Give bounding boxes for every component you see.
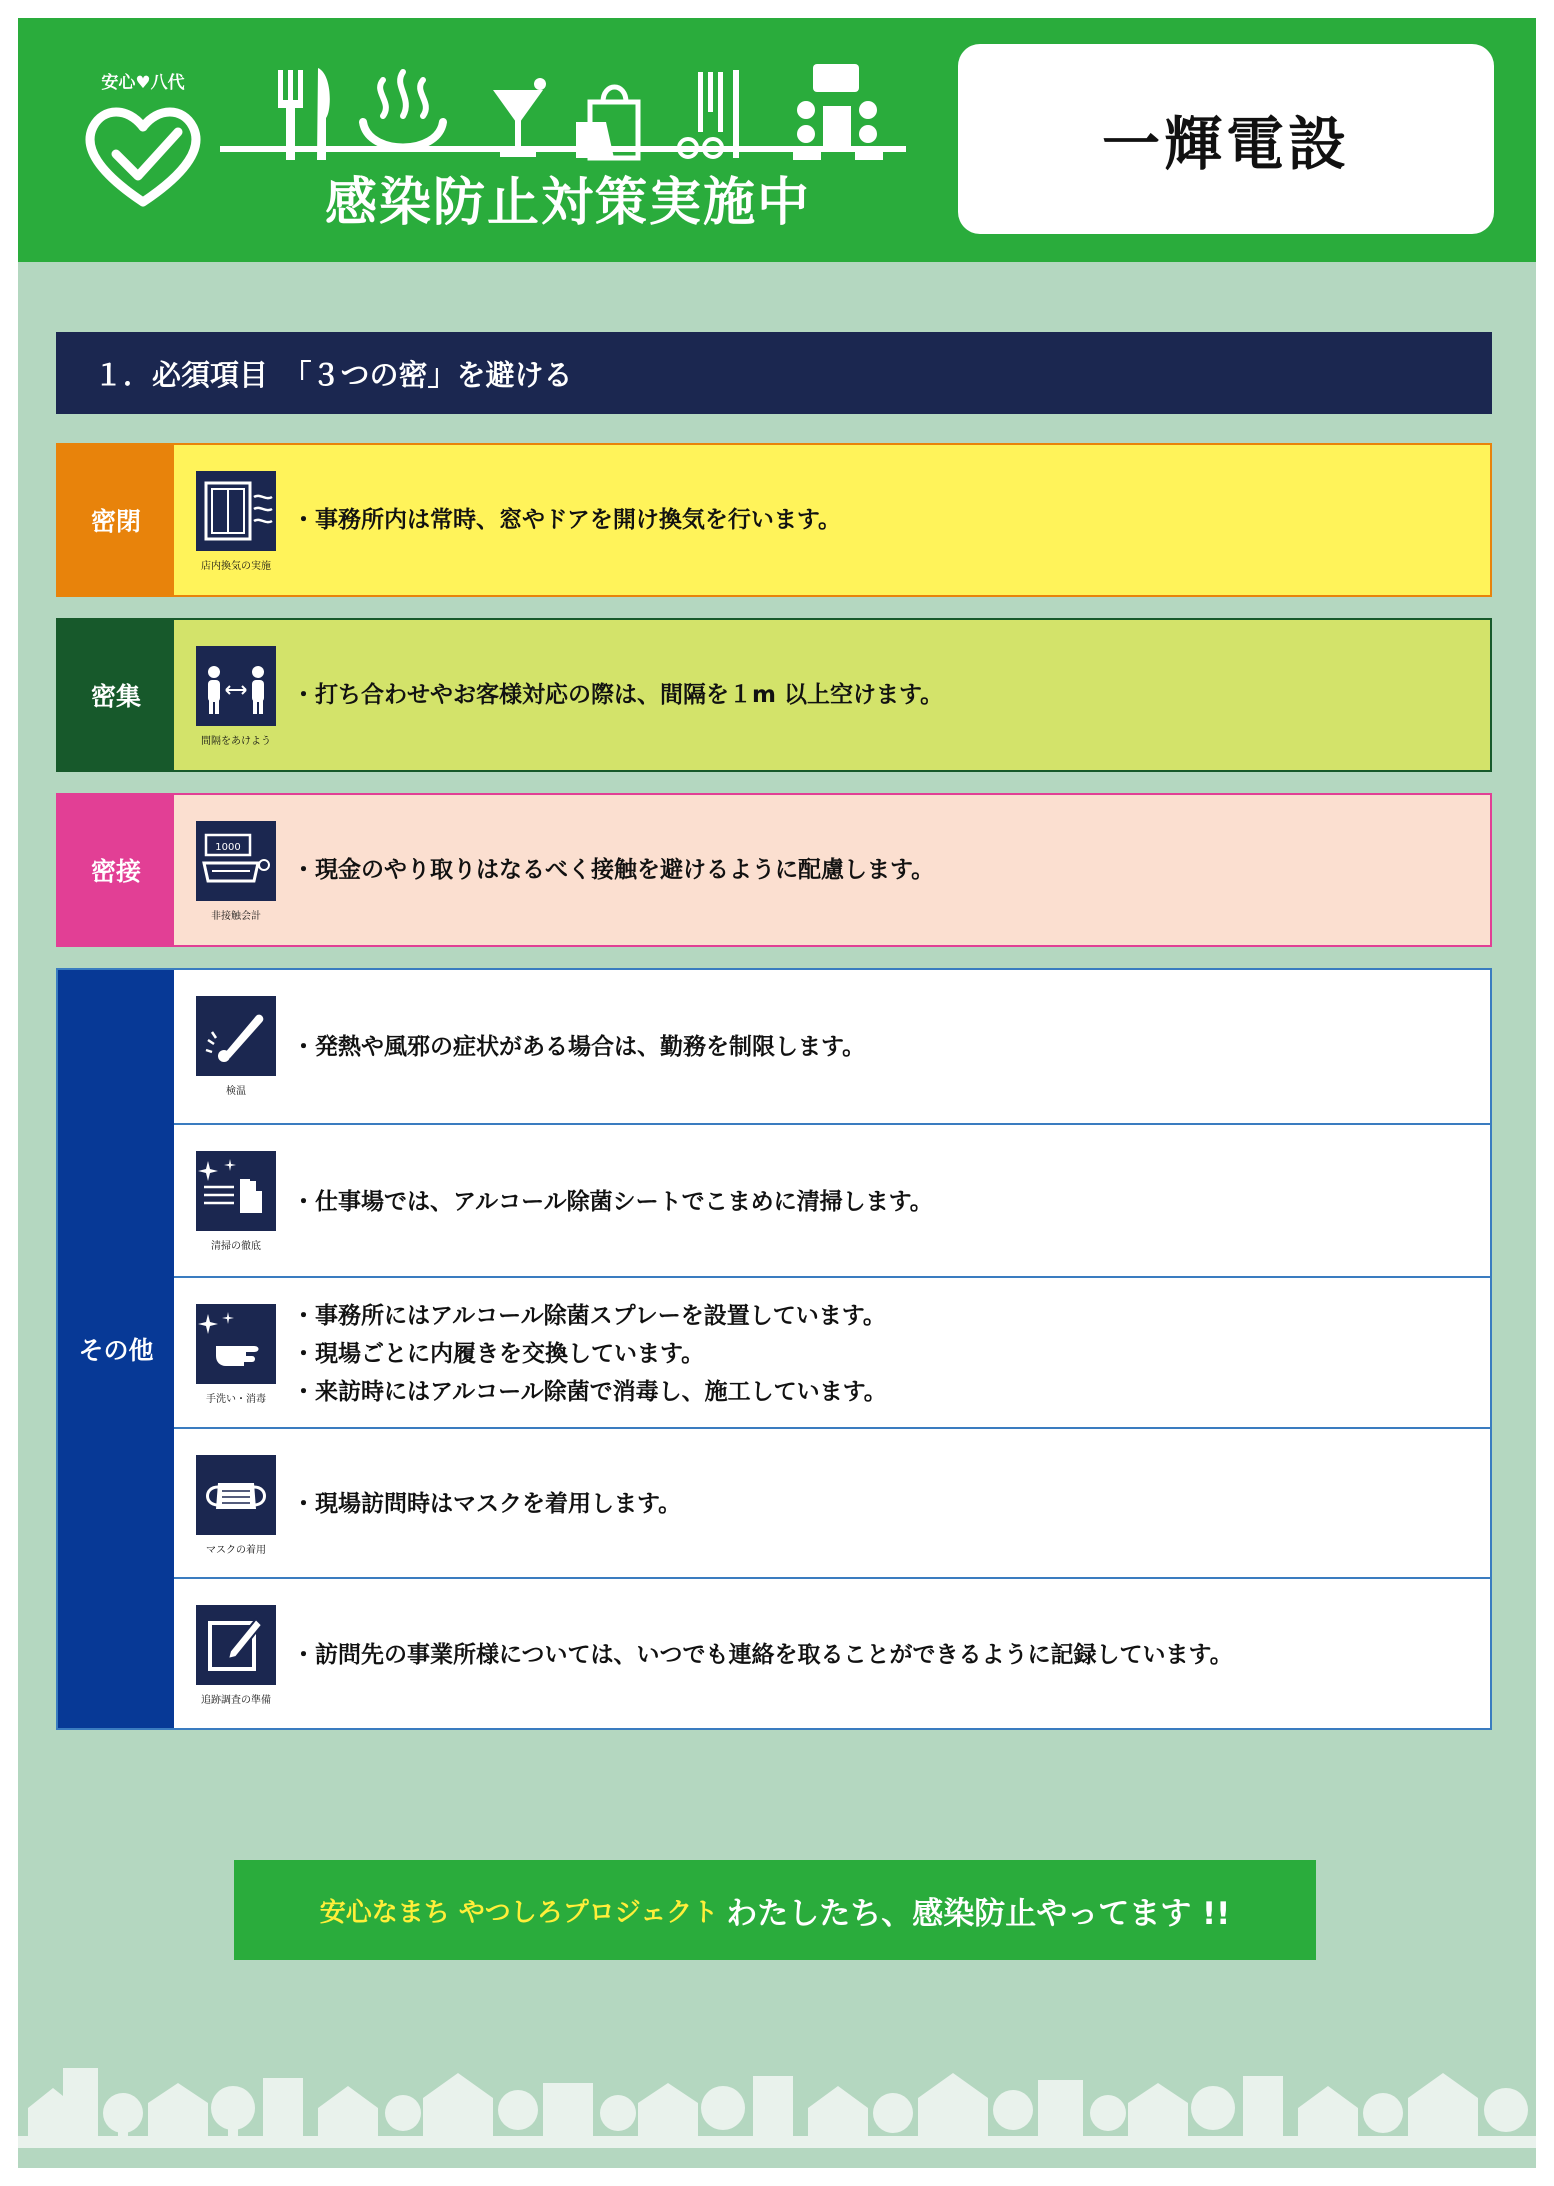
- misshu-text: ・打ち合わせやお客様対応の際は、間隔を１m 以上空けます。: [292, 682, 944, 708]
- others-item-temperature: [174, 970, 1490, 1123]
- logo-text: 安心♥八代: [101, 73, 185, 93]
- icon-caption: マスクの着用: [206, 1545, 266, 1556]
- poster: [18, 18, 1536, 2168]
- social-distance-icon: [196, 646, 276, 726]
- icon-caption: 追跡調査の準備: [201, 1695, 271, 1706]
- town-silhouette-decoration: [18, 2058, 1536, 2148]
- header: [18, 18, 1536, 262]
- others-text: ・訪問先の事業所様については、いつでも連絡を取ることができるように記録しています。: [292, 1641, 1233, 1668]
- misshu-row: [56, 618, 1492, 772]
- icon-caption: 非接触会計: [211, 911, 261, 922]
- misshu-label: 密集: [58, 620, 174, 770]
- missetsu-text: ・現金のやり取りはなるべく接触を避けるように配慮します。: [292, 857, 935, 883]
- svg-text:1000: 1000: [215, 842, 241, 853]
- icons-underline: [220, 146, 906, 152]
- icon-caption: 手洗い・消毒: [206, 1394, 266, 1405]
- missetsu-row: [56, 793, 1492, 947]
- cash-tray-icon: [196, 821, 276, 901]
- others-item-cleaning: [174, 1123, 1490, 1278]
- banner-project: 安心なまち やつしろプロジェクト: [319, 1897, 719, 1928]
- comb-scissors-icon: [679, 70, 739, 158]
- campaign-title: 感染防止対策実施中: [324, 173, 811, 233]
- others-text: ・事務所にはアルコール除菌スプレーを設置しています。: [292, 1302, 886, 1329]
- others-text: ・発熱や風邪の症状がある場合は、勤務を制限します。: [292, 1033, 866, 1060]
- mippei-row: [56, 443, 1492, 597]
- others-item-record: [174, 1577, 1490, 1730]
- others-text: ・仕事場では、アルコール除菌シートでこまめに清掃します。: [292, 1188, 933, 1215]
- others-item-disinfection: [174, 1276, 1490, 1429]
- others-block: [56, 968, 1492, 1730]
- others-label: その他: [58, 970, 174, 1728]
- others-item-mask: [174, 1427, 1490, 1579]
- others-text: ・現場ごとに内履きを交換しています。: [292, 1340, 705, 1367]
- icon-caption: 店内換気の実施: [201, 561, 271, 572]
- hand-wash-icon: [196, 1304, 276, 1384]
- edit-record-icon: [196, 1605, 276, 1685]
- cleaning-icon: [196, 1151, 276, 1231]
- icon-caption: 検温: [226, 1086, 246, 1097]
- mask-icon: [196, 1455, 276, 1535]
- anshin-yatsushiro-logo: [78, 68, 228, 218]
- section-title: １．必須項目 「３つの密」を避ける: [56, 332, 1492, 414]
- banner-slogan: わたしたち、感染防止やってます !!: [726, 1895, 1231, 1932]
- business-icons-row: [258, 60, 918, 170]
- window-ventilation-icon: [196, 471, 276, 551]
- hot-spring-icon: [363, 72, 443, 148]
- others-text: ・現場訪問時はマスクを着用します。: [292, 1491, 682, 1517]
- thermometer-icon: [196, 996, 276, 1076]
- company-name: 一輝電設: [1101, 110, 1350, 178]
- company-box: [958, 44, 1494, 234]
- project-banner: [234, 1860, 1316, 1960]
- icon-caption: 間隔をあけよう: [201, 736, 271, 747]
- others-text: ・来訪時にはアルコール除菌で消毒し、施工しています。: [292, 1378, 887, 1405]
- mippei-text: ・事務所内は常時、窓やドアを開け換気を行います。: [292, 507, 842, 533]
- icon-caption: 清掃の徹底: [211, 1241, 261, 1252]
- mippei-label: 密閉: [58, 445, 174, 595]
- heart-check-icon: [78, 92, 208, 222]
- missetsu-label: 密接: [58, 795, 174, 945]
